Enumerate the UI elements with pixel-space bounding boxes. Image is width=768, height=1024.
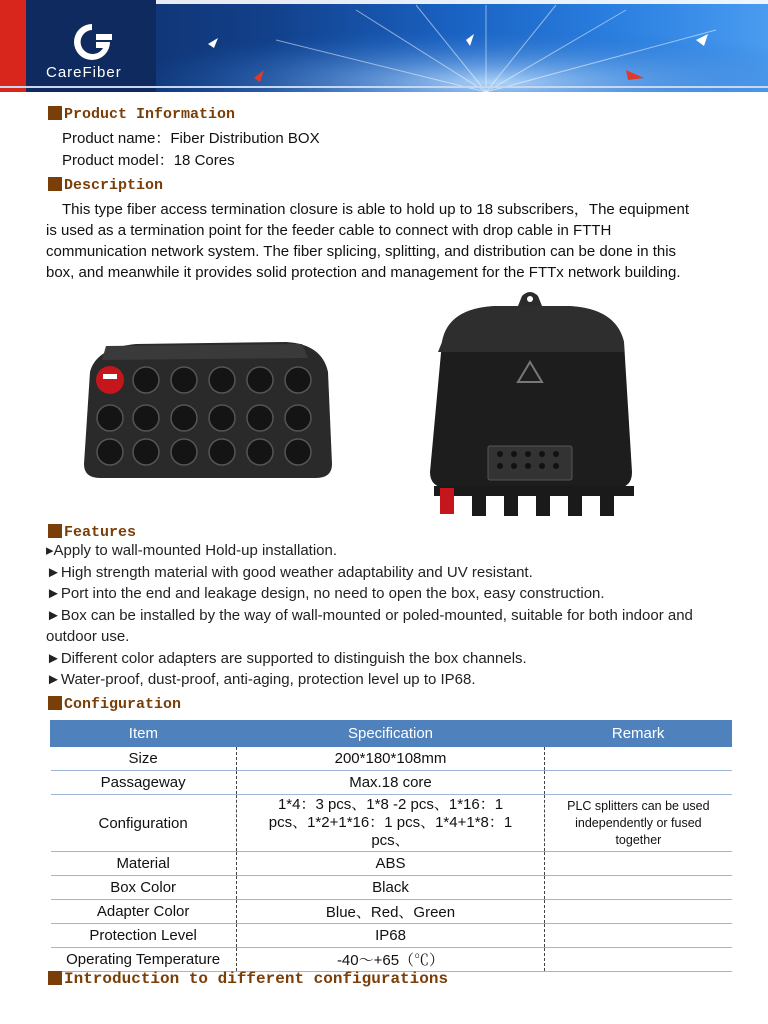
- spec-cell: -40～+65（℃）: [236, 948, 545, 972]
- product-photo-ports: [76, 332, 340, 482]
- remark-cell: [545, 876, 732, 900]
- heading-square-icon: [48, 971, 62, 985]
- remark-line: PLC splitters can be used: [567, 798, 710, 813]
- item-cell: Operating Temperature: [51, 948, 237, 972]
- product-model-line: Product model：18 Cores: [62, 152, 235, 169]
- spec-cell: ABS: [236, 852, 545, 876]
- table-row: [51, 795, 732, 852]
- remark-cell: [545, 948, 732, 972]
- column-header-item: Item: [51, 721, 237, 747]
- spec-line: 1*4：3 pcs、1*8 -2 pcs、1*16：1: [277, 796, 504, 813]
- feature-item: ►Different color adapters are supported to distinguish the box channels.: [46, 649, 527, 667]
- spec-cell: 200*180*108mm: [236, 747, 545, 771]
- product-info-heading: Product Information: [48, 106, 235, 123]
- configuration-heading: Configuration: [48, 696, 181, 713]
- remark-cell: [545, 795, 732, 852]
- description-line-4: box, and meanwhile it provides solid protection and management for the FTTx network building.: [46, 264, 681, 281]
- heading-square-icon: [48, 524, 62, 538]
- table-row: [51, 900, 732, 924]
- banner-bottom-line: [0, 86, 768, 88]
- banner-starfield-graphic: [156, 0, 768, 92]
- table-row: [51, 948, 732, 972]
- introduction-heading: Introduction to different configurations: [48, 970, 448, 988]
- item-cell: Protection Level: [51, 924, 237, 948]
- spec-cell: Black: [236, 876, 545, 900]
- spec-line: pcs、1*2+1*16：1 pcs、1*4+1*8：1: [268, 814, 513, 831]
- spec-cell: IP68: [236, 924, 545, 948]
- spec-cell: Max.18 core: [236, 771, 545, 795]
- table-row: [51, 747, 732, 771]
- product-name-line: Product name：Fiber Distribution BOX: [62, 130, 320, 147]
- item-cell: Adapter Color: [51, 900, 237, 924]
- remark-cell: [545, 900, 732, 924]
- feature-item: ▸Apply to wall-mounted Hold-up installation.: [46, 542, 338, 559]
- spec-line: pcs、: [371, 832, 410, 849]
- table-row: [51, 924, 732, 948]
- configuration-table: [50, 720, 732, 972]
- heading-square-icon: [48, 696, 62, 710]
- remark-line: independently or fused: [575, 815, 702, 830]
- item-cell: Material: [51, 852, 237, 876]
- table-row: [51, 876, 732, 900]
- description-line-2: is used as a termination point for the feeder cable to connect with drop cable in FTTH: [46, 222, 612, 239]
- item-cell: Box Color: [51, 876, 237, 900]
- description-heading: Description: [48, 177, 163, 194]
- feature-item: ►High strength material with good weather adaptability and UV resistant.: [46, 563, 533, 581]
- heading-square-icon: [48, 106, 62, 120]
- table-row: [51, 771, 732, 795]
- spec-cell: [236, 795, 545, 852]
- item-cell: Configuration: [51, 795, 237, 852]
- feature-item: ►Port into the end and leakage design, no need to open the box, easy construction.: [46, 585, 605, 602]
- header-banner: [0, 0, 768, 92]
- column-header-remark: Remark: [545, 721, 732, 747]
- description-line-1: This type fiber access termination closure is able to hold up to 18 subscribers，The equipment: [62, 201, 689, 218]
- table-row: [51, 852, 732, 876]
- remark-cell: [545, 924, 732, 948]
- remark-cell: [545, 771, 732, 795]
- item-cell: Passageway: [51, 771, 237, 795]
- item-cell: Size: [51, 747, 237, 771]
- description-line-3: communication network system. The fiber splicing, splitting, and distribution can be done in this: [46, 243, 677, 260]
- remark-cell: [545, 852, 732, 876]
- carefiber-logo-icon: [66, 20, 118, 64]
- remark-cell: [545, 747, 732, 771]
- features-heading: Features: [48, 524, 136, 541]
- features-list: [46, 540, 726, 691]
- product-photo-box: [418, 288, 644, 524]
- brand-name: CareFiber: [46, 64, 122, 81]
- table-header-row: [51, 721, 732, 747]
- feature-item: ►Box can be installed by the way of wall-mounted or poled-mounted, suitable for both indoor and outdoor use.: [46, 606, 693, 645]
- banner-red-strip: [0, 0, 26, 92]
- remark-line: together: [615, 832, 662, 847]
- column-header-specification: Specification: [236, 721, 545, 747]
- feature-item: ►Water-proof, dust-proof, anti-aging, protection level up to IP68.: [46, 671, 476, 688]
- spec-cell: Blue、Red、Green: [236, 900, 545, 924]
- heading-square-icon: [48, 177, 62, 191]
